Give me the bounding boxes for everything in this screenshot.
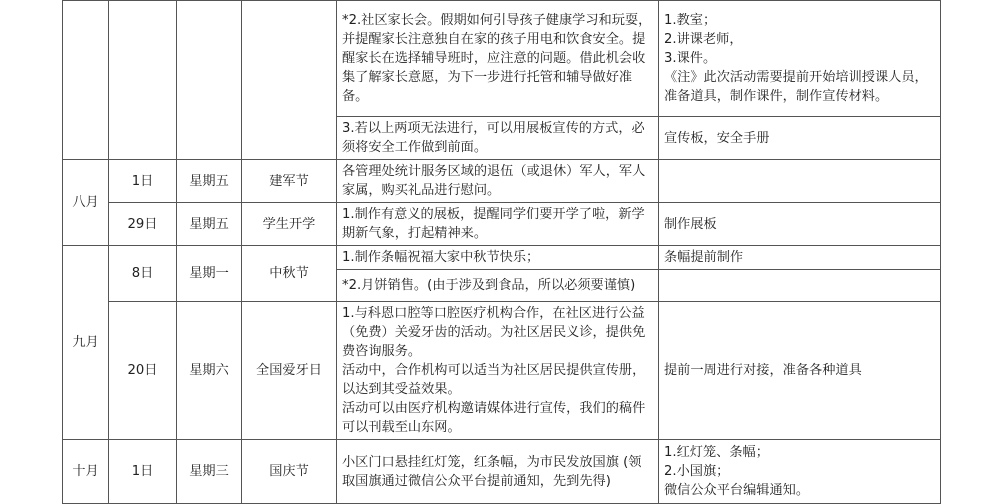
- activity-materials: [659, 160, 941, 203]
- activity-content: 1.制作条幅祝福大家中秋节快乐；: [337, 246, 659, 270]
- material-line: 2.小国旗；: [664, 464, 730, 479]
- festival-cell: 中秋节: [242, 246, 337, 302]
- table-row: [63, 1, 941, 117]
- date-cell: 29日: [109, 203, 177, 246]
- weekday-cell: 星期六: [177, 302, 242, 440]
- month-cell: 八月: [63, 160, 109, 246]
- weekday-cell: 星期一: [177, 246, 242, 302]
- month-cell: 十月: [63, 440, 109, 504]
- table-row: [63, 246, 941, 270]
- activity-content: 1.制作有意义的展板，提醒同学们要开学了啦，新学期新气象，打起精神来。: [337, 203, 659, 246]
- date-cell: [109, 1, 177, 160]
- table-row: [63, 160, 941, 203]
- activity-content: 各管理处统计服务区域的退伍（或退休）军人，军人家属，购买礼品进行慰问。: [337, 160, 659, 203]
- weekday-cell: 星期五: [177, 203, 242, 246]
- weekday-cell: [177, 1, 242, 160]
- table-row: [63, 440, 941, 504]
- material-line: 1.教室；: [664, 13, 717, 28]
- material-line: 3.课件。: [664, 51, 717, 66]
- festival-cell: 国庆节: [242, 440, 337, 504]
- table-row: [63, 302, 941, 440]
- date-cell: 1日: [109, 440, 177, 504]
- activity-schedule-table: [62, 0, 941, 504]
- activity-materials: [659, 1, 941, 117]
- weekday-cell: 星期三: [177, 440, 242, 504]
- activity-materials: 提前一周进行对接，准备各种道具: [659, 302, 941, 440]
- material-line: 微信公众平台编辑通知。: [664, 483, 810, 498]
- activity-content: [337, 302, 659, 440]
- festival-cell: 学生开学: [242, 203, 337, 246]
- content-paragraph: 活动可以由医疗机构邀请媒体进行宣传，我们的稿件可以刊载至山东网。: [342, 401, 646, 435]
- activity-materials: 宣传板，安全手册: [659, 117, 941, 160]
- activity-materials: 条幅提前制作: [659, 246, 941, 270]
- festival-cell: 全国爱牙日: [242, 302, 337, 440]
- month-cell: [63, 1, 109, 160]
- date-cell: 20日: [109, 302, 177, 440]
- festival-cell: [242, 1, 337, 160]
- date-cell: 8日: [109, 246, 177, 302]
- material-line: 2.讲课老师，: [664, 32, 743, 47]
- weekday-cell: 星期五: [177, 160, 242, 203]
- material-line: 《注》此次活动需要提前开始培训授课人员，准备道具，制作课件，制作宣传材料。: [664, 70, 928, 104]
- activity-materials: 制作展板: [659, 203, 941, 246]
- activity-content: *2.社区家长会。假期如何引导孩子健康学习和玩耍，并提醒家长注意独自在家的孩子用电和饮食安全。提醒家长在选择辅导班时，应注意的问题。借此机会收集了解家长意愿，为下一步进行托管和辅导做好准备。: [337, 1, 659, 117]
- activity-content: 小区门口悬挂红灯笼，红条幅，为市民发放国旗 (领取国旗通过微信公众平台提前通知，先到先得): [337, 440, 659, 504]
- activity-content: 3.若以上两项无法进行，可以用展板宣传的方式，必须将安全工作做到前面。: [337, 117, 659, 160]
- table-row: [63, 203, 941, 246]
- content-paragraph: 1.与科恩口腔等口腔医疗机构合作，在社区进行公益（免费）关爱牙齿的活动。为社区居民义诊，提供免费咨询服务。: [342, 306, 646, 359]
- date-cell: 1日: [109, 160, 177, 203]
- content-paragraph: 活动中，合作机构可以适当为社区居民提供宣传册，以达到其受益效果。: [342, 363, 646, 397]
- activity-materials: [659, 270, 941, 302]
- festival-cell: 建军节: [242, 160, 337, 203]
- activity-materials: [659, 440, 941, 504]
- material-line: 1.红灯笼、条幅；: [664, 445, 769, 460]
- activity-content: *2.月饼销售。(由于涉及到食品，所以必须要谨慎): [337, 270, 659, 302]
- month-cell: 九月: [63, 246, 109, 440]
